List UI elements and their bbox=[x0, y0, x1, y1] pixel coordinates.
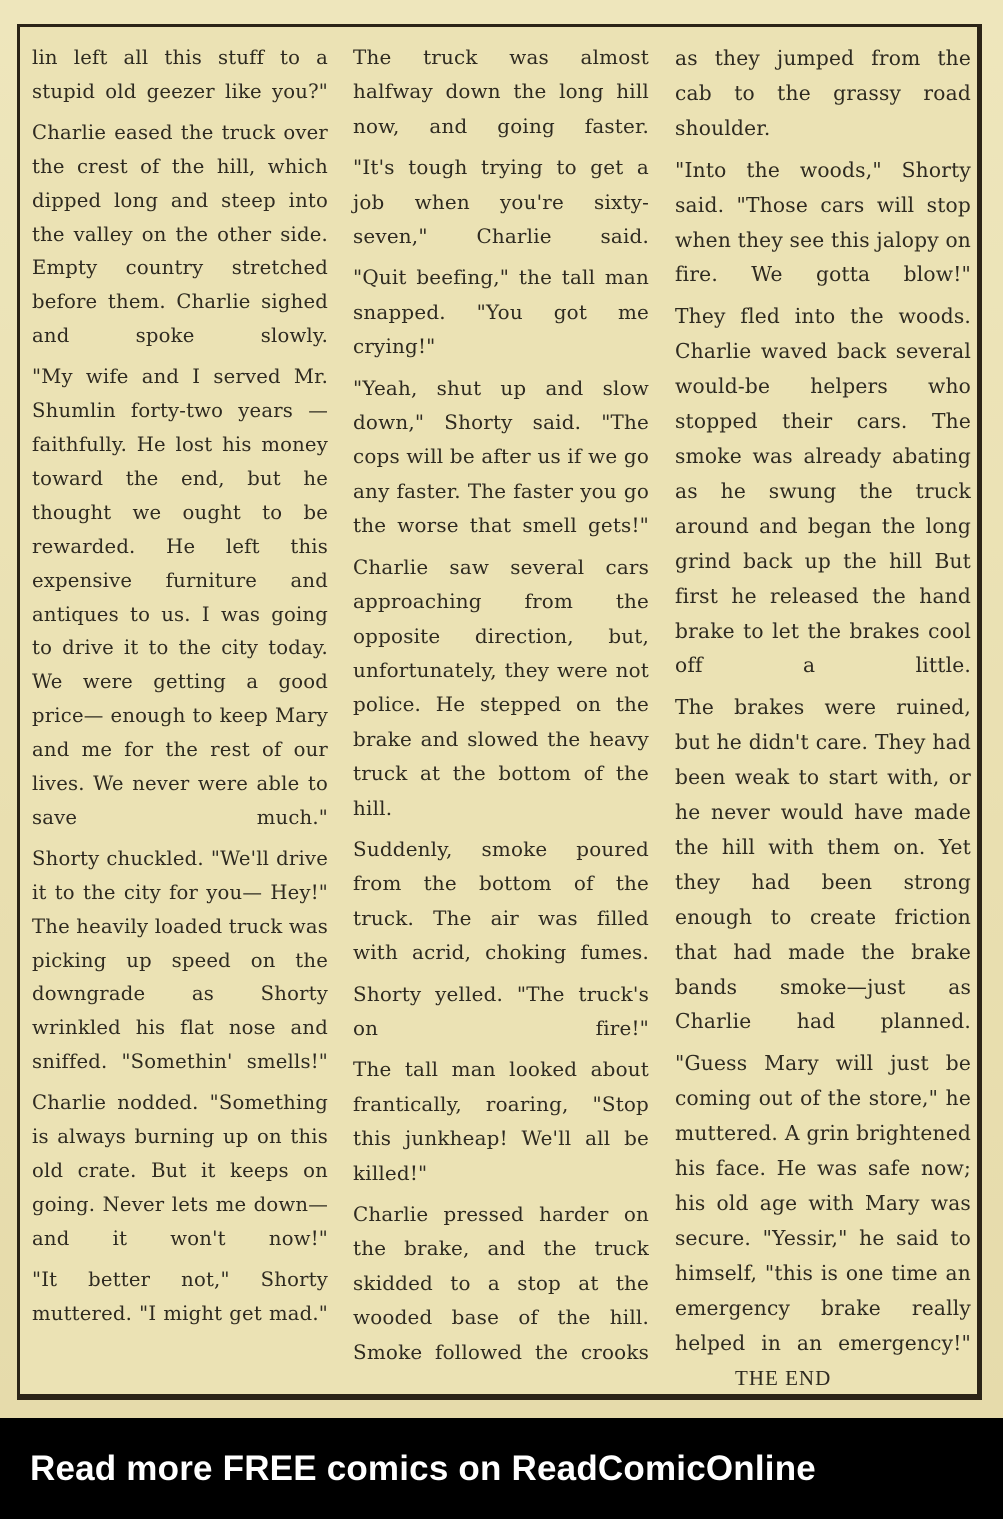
paragraph: as they jumped from the cab to the grassy road shoulder. bbox=[675, 46, 971, 140]
paragraph: "Quit beefing," the tall man snapped. "You got me crying!" bbox=[353, 266, 649, 359]
paragraph: lin left all this stuff to a stupid old geezer like you?" bbox=[32, 46, 328, 103]
paragraph: Shorty chuckled. "We'll drive it to the city for you— Hey!" The heavily loaded truck was picking up speed on the downgrade as Shorty wrinkled his flat nose and sniffed. "Somethin' smells!" bbox=[32, 846, 329, 1074]
paragraph: Suddenly, smoke poured from the bottom of the truck. The air was filled with acrid, choking fumes. bbox=[353, 837, 649, 965]
paragraph: Charlie nodded. "Something is always burning up on this old crate. But it keeps on going. Never lets me down—and it won't now!" bbox=[32, 1091, 328, 1250]
paragraph: "It's tough trying to get a job when you're sixty-seven," Charlie said. bbox=[353, 156, 649, 249]
the-end-label: THE END bbox=[735, 1366, 832, 1390]
text-column-3 bbox=[675, 41, 971, 1368]
paragraph: Charlie saw several cars approaching from the opposite direction, but, unfortunately, they were not police. He stepped on the brake and slowed the heavy truck at the bottom of the hill. bbox=[353, 555, 649, 820]
text-column-1 bbox=[32, 41, 328, 1338]
paragraph: The brakes were ruined, but he didn't care. They had been weak to start with, or he never would have made the hill with them on. Yet they had been strong enough to create friction that had made the brake bands smoke—just as Charlie had planned. bbox=[675, 695, 971, 1034]
promo-banner bbox=[0, 1418, 1003, 1519]
paragraph: "Into the woods," Shorty said. "Those cars will stop when they see this jalopy on fire. We gotta blow!" bbox=[675, 157, 971, 287]
paragraph: Charlie eased the truck over the crest of the hill, which dipped long and steep into the valley on the other side. Empty country stretched before them. Charlie sighed and spoke slowly. bbox=[32, 120, 328, 348]
paragraph: They fled into the woods. Charlie waved back several would-be helpers who stopped their cars. The smoke was already abating as he swung the truck around and began the long grind back up the hill But first he released the hand brake to let the brakes cool off a little. bbox=[675, 304, 971, 678]
paragraph: Shorty yelled. "The truck's on fire!" bbox=[353, 982, 649, 1040]
paragraph: Charlie pressed harder on the brake, and the truck skidded to a stop at the wooded base of the hill. Smoke followed the crooks bbox=[353, 1203, 649, 1364]
paragraph: The tall man looked about frantically, roaring, "Stop this junkheap! We'll all be killed!" bbox=[353, 1058, 649, 1185]
promo-banner-text[interactable]: Read more FREE comics on ReadComicOnline bbox=[30, 1448, 816, 1488]
text-page-frame bbox=[17, 24, 982, 1400]
text-column-2 bbox=[353, 41, 649, 1377]
paragraph: The truck was almost halfway down the long hill now, and going faster. bbox=[353, 46, 649, 138]
paragraph: "Yeah, shut up and slow down," Shorty said. "The cops will be after us if we go any faster. The faster you go the worse that smell gets!" bbox=[353, 376, 649, 538]
paragraph: "It better not," Shorty muttered. "I might get mad." bbox=[32, 1267, 328, 1325]
paragraph: "Guess Mary will just be coming out of the store," he muttered. A grin brightened his face. He was safe now; his old age with Mary was secure. "Yessir," he said to himself, "this is one time an emergency brake really helped in an emergency!" bbox=[675, 1051, 971, 1355]
paragraph: "My wife and I served Mr. Shumlin forty-two years — faithfully. He lost his money toward the end, but he thought we ought to be rewarded. He left this expensive furniture and antiques to us. I was going to drive it to the city today. We were getting a good price— enough to keep Mary and me for the rest of our lives. We never were able to save much." bbox=[32, 365, 328, 829]
